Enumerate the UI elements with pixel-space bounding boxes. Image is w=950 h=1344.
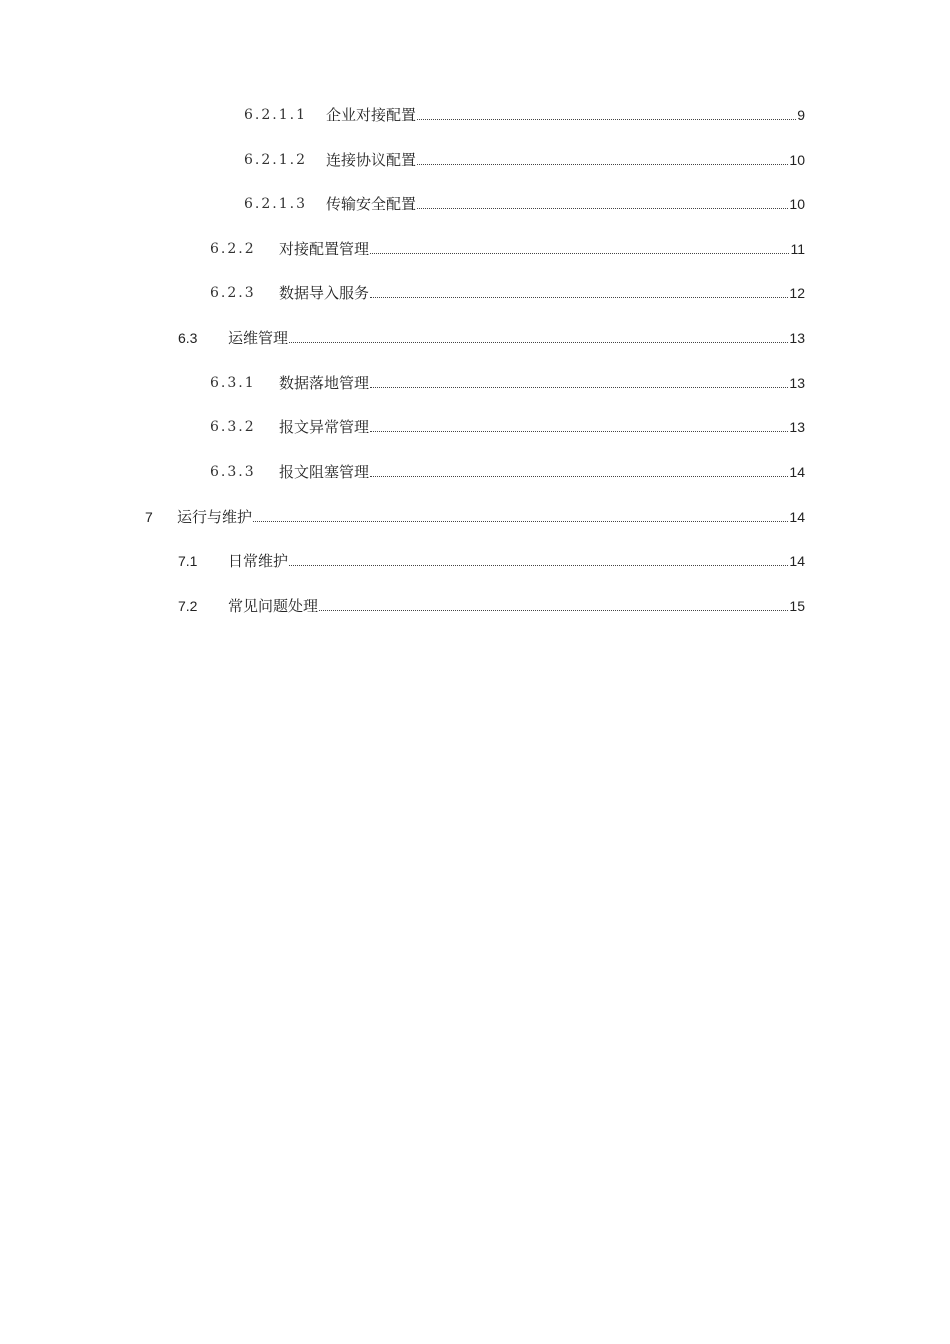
toc-entry-page: 12	[789, 285, 805, 301]
dot-leader	[319, 610, 788, 611]
toc-entry-title: 运行与维护	[177, 508, 253, 526]
toc-entry-number: 6.3.2	[210, 419, 256, 435]
toc-entry-6-3-2[interactable]	[210, 416, 805, 438]
toc-entry-page: 11	[790, 241, 805, 257]
dot-leader	[417, 164, 788, 165]
toc-entry-6-3-1[interactable]	[210, 372, 805, 394]
toc-entry-7[interactable]	[145, 506, 805, 528]
dot-leader	[417, 208, 788, 209]
toc-entry-number: 7.2	[178, 598, 198, 614]
toc-entry-number: 6.3.1	[210, 375, 256, 391]
dot-leader	[370, 297, 788, 298]
toc-entry-page: 13	[789, 375, 805, 391]
toc-entry-7-2[interactable]	[178, 595, 805, 617]
dot-leader	[289, 342, 788, 343]
toc-entry-page: 9	[797, 107, 805, 123]
toc-entry-title: 连接协议配置	[326, 151, 417, 169]
toc-entry-page: 10	[789, 196, 805, 212]
dot-leader	[417, 119, 796, 120]
toc-entry-title: 运维管理	[228, 329, 289, 347]
toc-entry-6-3-3[interactable]	[210, 461, 805, 483]
toc-entry-title: 报文异常管理	[279, 418, 370, 436]
toc-entry-number: 6.2.1.3	[244, 196, 307, 212]
dot-leader	[370, 253, 789, 254]
dot-leader	[289, 565, 788, 566]
toc-entry-title: 企业对接配置	[326, 106, 417, 124]
dot-leader	[370, 476, 788, 477]
toc-entry-6-3[interactable]	[178, 327, 805, 349]
dot-leader	[253, 521, 788, 522]
dot-leader	[370, 431, 788, 432]
toc-entry-number: 6.2.3	[210, 285, 256, 301]
toc-entry-page: 14	[789, 509, 805, 525]
toc-entry-page: 13	[789, 330, 805, 346]
toc-entry-6-2-1-3[interactable]	[244, 193, 805, 215]
toc-entry-title: 日常维护	[228, 552, 289, 570]
toc-entry-page: 14	[789, 553, 805, 569]
toc-entry-title: 报文阻塞管理	[279, 463, 370, 481]
toc-entry-title: 数据导入服务	[279, 284, 370, 302]
toc-entry-title: 对接配置管理	[279, 240, 370, 258]
toc-entry-6-2-3[interactable]	[210, 282, 805, 304]
toc-entry-page: 10	[789, 152, 805, 168]
toc-entry-number: 7.1	[178, 553, 198, 569]
toc-entry-number: 6.2.1.1	[244, 107, 307, 123]
toc-entry-6-2-2[interactable]	[210, 238, 805, 260]
toc-entry-title: 常见问题处理	[228, 597, 319, 615]
toc-entry-number: 6.2.2	[210, 241, 256, 257]
toc-entry-6-2-1-1[interactable]	[244, 104, 805, 126]
toc-entry-title: 传输安全配置	[326, 195, 417, 213]
toc-entry-7-1[interactable]	[178, 550, 805, 572]
toc-entry-number: 6.2.1.2	[244, 152, 307, 168]
toc-entry-number: 6.3.3	[210, 464, 256, 480]
toc-entry-number: 7	[145, 509, 153, 525]
toc-entry-page: 13	[789, 419, 805, 435]
dot-leader	[370, 387, 788, 388]
toc-entry-number: 6.3	[178, 330, 198, 346]
toc-entry-6-2-1-2[interactable]	[244, 149, 805, 171]
toc-entry-page: 14	[789, 464, 805, 480]
toc-entry-title: 数据落地管理	[279, 374, 370, 392]
toc-entry-page: 15	[789, 598, 805, 614]
